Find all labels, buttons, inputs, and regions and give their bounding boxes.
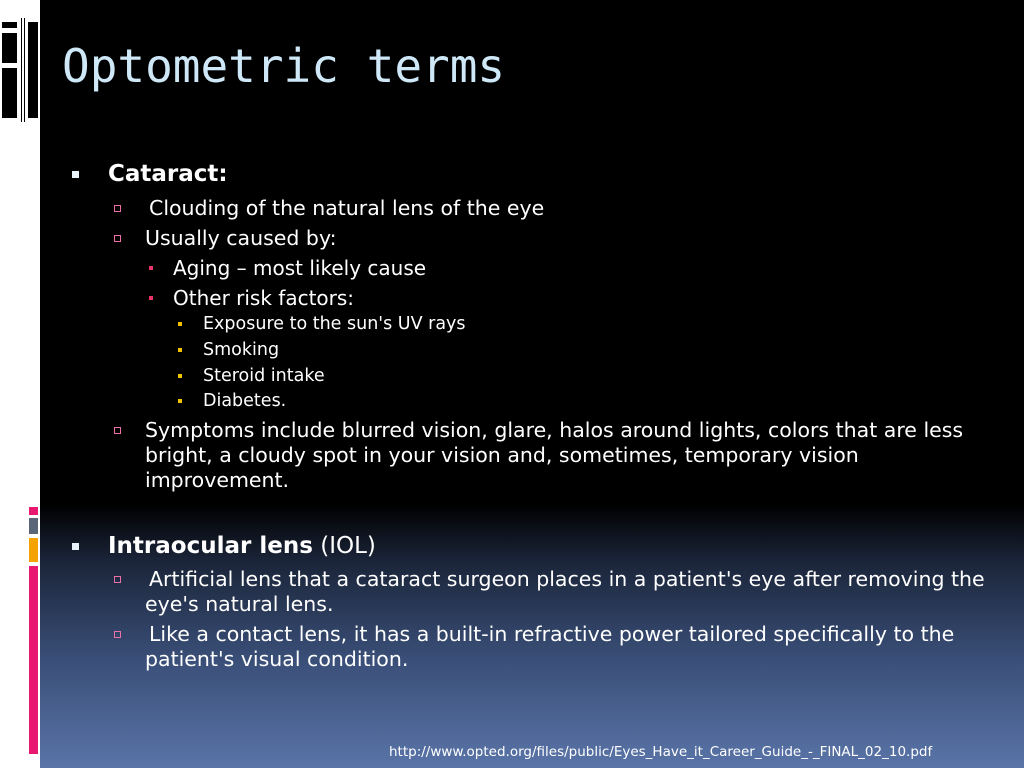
causes-heading: Usually caused by:	[145, 226, 337, 250]
iol-point: Artificial lens that a cataract surgeon places in a patient's eye after removing the eye's natural lens.	[145, 567, 985, 616]
cause-item: Other risk factors:	[173, 286, 355, 310]
risk-factor-item: Steroid intake	[203, 366, 325, 386]
symptoms-text: Symptoms include blurred vision, glare, halos around lights, colors that are less bright, a cloudy spot in your vision and, sometimes, temporary vision improvement.	[145, 418, 964, 492]
hollow-square-bullet-icon	[114, 631, 121, 638]
square-bullet-icon	[72, 543, 79, 550]
source-url: http://www.opted.org/files/public/Eyes_Have_it_Career_Guide_-_FINAL_02_10.pdf	[389, 744, 933, 760]
iol-point: Like a contact lens, it has a built-in refractive power tailored specifically to the patient's visual condition.	[145, 622, 955, 671]
risk-factor-item: Diabetes.	[203, 391, 287, 411]
hollow-square-bullet-icon	[114, 427, 121, 434]
iol-heading	[108, 533, 376, 559]
hollow-square-bullet-icon	[114, 235, 121, 242]
cause-item: Aging – most likely cause	[173, 256, 427, 280]
cataract-definition: Clouding of the natural lens of the eye	[149, 196, 545, 220]
hollow-square-bullet-icon	[114, 205, 121, 212]
square-bullet-icon	[72, 171, 79, 178]
small-square-bullet-icon	[149, 266, 153, 270]
small-square-bullet-icon	[178, 348, 182, 352]
cataract-heading: Cataract:	[108, 161, 228, 187]
slide-title: Optometric terms	[62, 39, 506, 93]
iol-heading-abbreviation: (IOL)	[312, 533, 376, 559]
risk-factor-item: Exposure to the sun's UV rays	[203, 314, 466, 334]
small-square-bullet-icon	[178, 399, 182, 403]
risk-factor-item: Smoking	[203, 340, 280, 360]
hollow-square-bullet-icon	[114, 576, 121, 583]
small-square-bullet-icon	[149, 296, 153, 300]
small-square-bullet-icon	[178, 374, 182, 378]
small-square-bullet-icon	[178, 322, 182, 326]
iol-heading-bold: Intraocular lens	[108, 533, 313, 559]
